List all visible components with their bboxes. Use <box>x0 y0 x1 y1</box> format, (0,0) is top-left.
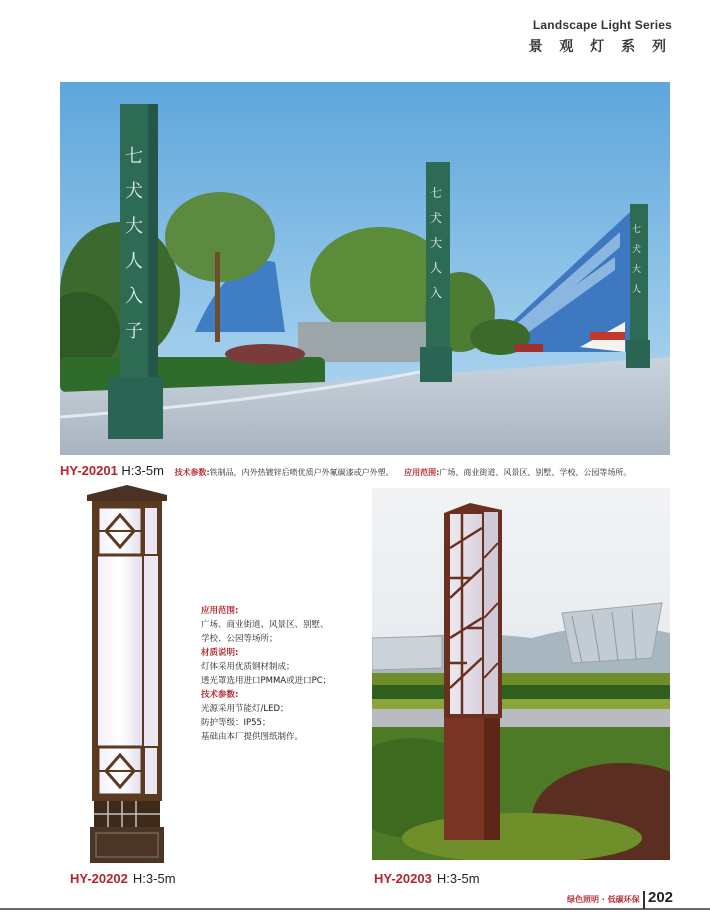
svg-text:七: 七 <box>125 146 143 167</box>
height-spec: H:3-5m <box>436 871 480 886</box>
spec-tech-line: 光源采用节能灯/LED； <box>201 704 289 714</box>
svg-text:入: 入 <box>430 286 443 300</box>
spec-tech-line: 基础由本厂提供图纸制作。 <box>201 732 304 742</box>
product-photo-hy20202 <box>82 485 172 863</box>
svg-text:大: 大 <box>125 216 143 237</box>
spec-material-line: 灯体采用优质钢材制成； <box>201 662 295 672</box>
footer-slogan: 绿色照明 · 低碳环保 <box>567 895 640 904</box>
tech-text: 铁制品，内外热镀锌后喷优质户外氟碳漆或户外塑。 <box>209 468 394 477</box>
spec-tech-heading: 技术参数: <box>201 690 239 700</box>
model-number: HY-20202 <box>70 871 128 886</box>
spec-app-line: 广场、商业街道、风景区、别墅、 <box>201 620 329 630</box>
spec-material-line: 透光罩选用进口PMMA或进口PC； <box>201 676 332 686</box>
caption-hy20202 <box>70 868 176 887</box>
svg-text:入: 入 <box>125 286 143 307</box>
tech-label: 技术参数: <box>174 468 210 477</box>
spec-app-line: 学校、公园等场所； <box>201 634 278 644</box>
app-label: 应用范围: <box>404 468 440 477</box>
caption-hy20201 <box>60 463 631 478</box>
svg-text:大: 大 <box>632 265 642 275</box>
svg-text:大: 大 <box>430 236 443 250</box>
svg-text:子: 子 <box>125 321 143 342</box>
series-title-cn: 景 观 灯 系 列 <box>528 39 672 55</box>
caption-hy20203 <box>374 868 480 887</box>
app-text: 广场、商业街道、风景区、别墅、学校、公园等场所。 <box>439 468 632 477</box>
height-spec: H:3-5m <box>121 463 164 478</box>
spec-material-heading: 材质说明: <box>201 648 239 658</box>
series-title-en: Landscape Light Series <box>532 18 672 32</box>
svg-text:人: 人 <box>430 261 443 275</box>
spec-app-heading: 应用范围: <box>201 606 239 616</box>
product-photo-hy20203 <box>372 488 670 860</box>
footer-rule <box>0 908 710 910</box>
page-number: 202 <box>648 889 674 906</box>
height-spec: H:3-5m <box>132 871 176 886</box>
spec-tech-line: 防护等级：IP55； <box>201 718 271 728</box>
svg-text:犬: 犬 <box>125 181 143 202</box>
svg-text:七: 七 <box>430 186 443 200</box>
model-number: HY-20203 <box>374 871 432 886</box>
svg-text:犬: 犬 <box>430 211 443 225</box>
svg-text:人: 人 <box>632 285 642 295</box>
svg-text:人: 人 <box>125 251 143 272</box>
product-photo-hy20201 <box>60 82 670 455</box>
footer-separator <box>643 891 645 909</box>
svg-text:犬: 犬 <box>632 245 642 255</box>
model-number: HY-20201 <box>60 463 118 478</box>
spec-block <box>201 604 366 744</box>
svg-text:七: 七 <box>632 225 642 235</box>
